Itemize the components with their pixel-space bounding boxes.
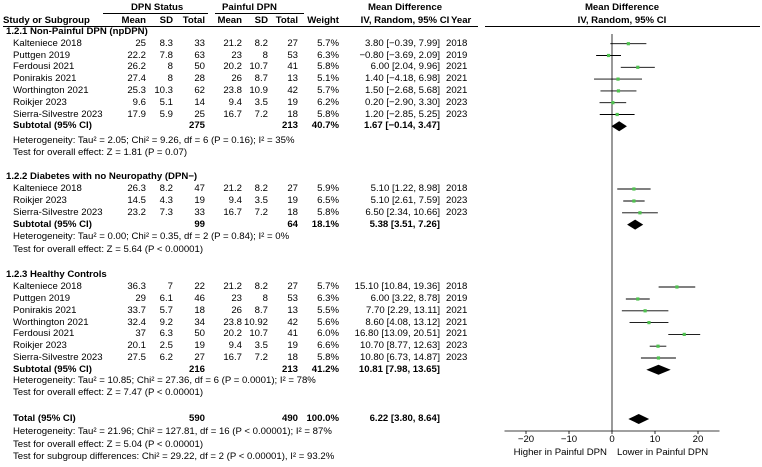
study-total-2: 18 xyxy=(287,108,298,120)
study-name: Worthington 2021 xyxy=(13,84,89,96)
study-sd-2: 8.2 xyxy=(254,183,268,194)
study-sd-1: 5.7 xyxy=(159,304,173,316)
study-mean-2: 20.2 xyxy=(223,328,242,340)
study-name: Kalteniece 2018 xyxy=(13,37,82,49)
study-sd-2: 8 xyxy=(262,49,268,61)
study-mean-2: 26 xyxy=(231,304,242,316)
study-sd-1: 10.3 xyxy=(154,84,173,96)
study-mean-2: 26 xyxy=(231,73,242,85)
study-name: Ferdousi 2021 xyxy=(13,328,75,340)
study-weight: 5.7% xyxy=(317,281,339,292)
study-total-2: 53 xyxy=(287,49,298,61)
study-mean-2: 21.2 xyxy=(223,183,242,194)
study-sd-2: 10.92 xyxy=(243,316,268,328)
subgroup-differences-test: Test for subgroup differences: Chi² = 29.22, df = 2 (P < 0.00001), I² = 93.2% xyxy=(13,451,335,462)
study-sd-1: 4.3 xyxy=(159,195,173,206)
study-sd-2: 7.2 xyxy=(254,352,268,363)
pooled-diamond xyxy=(627,220,643,230)
study-year: 2021 xyxy=(446,84,468,96)
study-point-estimate xyxy=(617,89,620,92)
study-point-estimate xyxy=(607,54,610,57)
study-sd-1: 7.8 xyxy=(159,49,173,61)
study-weight: 6.3% xyxy=(317,49,339,61)
study-name: Roikjer 2023 xyxy=(13,96,67,108)
study-mean-1: 29 xyxy=(135,293,146,304)
subgroup-overall-test: Test for overall effect: Z = 1.81 (P = 0.07) xyxy=(13,147,188,158)
study-mean-1: 26.2 xyxy=(127,61,146,73)
study-ci-text: 7.70 [2.29, 13.11] xyxy=(366,304,440,316)
plot-header-title: Mean Difference xyxy=(584,2,660,13)
study-name: Roikjer 2023 xyxy=(13,340,67,352)
study-ci-text: 5.10 [1.22, 8.98] xyxy=(370,183,440,194)
study-mean-2: 23.8 xyxy=(223,84,242,96)
subgroup-heterogeneity: Heterogeneity: Tau² = 0.00; Chi² = 0.35, df = 2 (P = 0.84); I² = 0% xyxy=(13,231,290,242)
study-point-estimate xyxy=(616,78,619,81)
study-total-2: 53 xyxy=(287,293,298,304)
study-total-1: 14 xyxy=(194,96,205,108)
study-weight: 5.9% xyxy=(317,183,339,194)
col-header-sd-1: SD xyxy=(159,15,173,26)
study-total-1: 47 xyxy=(194,183,205,194)
study-weight: 5.1% xyxy=(317,73,339,85)
study-ci-text: 0.20 [−2.90, 3.30] xyxy=(365,96,440,108)
x-axis-tick-label: −20 xyxy=(517,434,535,445)
study-mean-1: 27.4 xyxy=(127,73,146,85)
study-mean-1: 33.7 xyxy=(127,304,146,316)
study-total-2: 19 xyxy=(287,96,298,108)
study-total-1: 28 xyxy=(194,73,205,85)
study-point-estimate xyxy=(683,333,686,336)
study-name: Kalteniece 2018 xyxy=(13,281,82,292)
study-sd-2: 8.2 xyxy=(254,281,268,292)
study-point-estimate xyxy=(611,101,614,104)
x-axis-right-label: Lower in Painful DPN xyxy=(617,447,709,458)
total-label: Total (95% CI) xyxy=(13,413,76,424)
header-rule-plot xyxy=(485,26,760,27)
study-year: 2021 xyxy=(446,304,468,316)
study-ci-text: 5.10 [2.61, 7.59] xyxy=(370,195,440,206)
study-mean-2: 23 xyxy=(231,293,242,304)
study-weight: 6.5% xyxy=(317,195,339,206)
study-total-2: 19 xyxy=(287,340,298,352)
study-year: 2019 xyxy=(446,49,468,61)
study-year: 2023 xyxy=(446,195,468,206)
study-name: Ferdousi 2021 xyxy=(13,61,75,73)
total-overall-test: Test for overall effect: Z = 5.04 (P < 0.00001) xyxy=(13,438,204,450)
study-weight: 5.7% xyxy=(317,84,339,96)
x-axis-left-label: Higher in Painful DPN xyxy=(513,447,607,458)
study-total-2: 19 xyxy=(287,195,298,206)
study-sd-1: 8 xyxy=(167,61,173,73)
study-total-1: 63 xyxy=(194,49,205,61)
study-mean-1: 32.4 xyxy=(127,316,146,328)
study-total-2: 13 xyxy=(287,304,298,316)
col-header-mean-1: Mean xyxy=(121,15,146,26)
study-sd-1: 6.3 xyxy=(159,328,173,340)
study-weight: 5.8% xyxy=(317,206,339,218)
study-point-estimate xyxy=(616,113,619,116)
study-sd-1: 6.1 xyxy=(159,293,173,304)
study-total-2: 41 xyxy=(287,328,298,340)
study-weight: 6.3% xyxy=(317,293,339,304)
study-mean-2: 23.8 xyxy=(223,316,242,328)
study-mean-1: 37 xyxy=(135,328,146,340)
study-mean-1: 14.5 xyxy=(127,195,146,206)
study-ci-text: 16.80 [13.09, 20.51] xyxy=(354,328,440,340)
study-weight: 6.2% xyxy=(317,96,339,108)
study-sd-2: 7.2 xyxy=(254,206,268,218)
study-point-estimate xyxy=(656,345,659,348)
total-total-2: 490 xyxy=(281,413,298,424)
study-ci-text: 10.70 [8.77, 12.63] xyxy=(359,340,440,352)
study-total-1: 62 xyxy=(194,84,205,96)
subtotal-label: Subtotal (95% CI) xyxy=(13,363,92,375)
study-point-estimate xyxy=(647,321,650,324)
subtotal-ci-text: 1.67 [−0.14, 3.47] xyxy=(363,120,440,132)
study-ci-text: 6.00 [2.04, 9.96] xyxy=(370,61,440,73)
study-sd-2: 8 xyxy=(262,293,268,304)
study-mean-1: 25.3 xyxy=(127,84,146,96)
study-total-1: 46 xyxy=(194,293,205,304)
col-header-total-2: Total xyxy=(275,15,298,26)
col-header-mean-2: Mean xyxy=(217,15,242,26)
study-weight: 5.8% xyxy=(317,352,339,363)
study-year: 2021 xyxy=(446,316,468,328)
x-axis-tick-label: 10 xyxy=(649,434,661,445)
study-sd-1: 7.3 xyxy=(159,206,173,218)
study-weight: 5.7% xyxy=(317,37,339,49)
study-point-estimate xyxy=(627,42,630,45)
subgroup-overall-test: Test for overall effect: Z = 5.64 (P < 0.00001) xyxy=(13,244,204,255)
col-header-year: Year xyxy=(451,15,472,26)
subtotal-total-1: 216 xyxy=(188,363,205,375)
plot-header-sub: IV, Random, 95% CI xyxy=(577,15,667,26)
study-sd-1: 8.3 xyxy=(159,37,173,49)
study-mean-1: 27.5 xyxy=(127,352,146,363)
study-point-estimate xyxy=(632,187,635,190)
subtotal-ci-text: 10.81 [7.98, 13.65] xyxy=(358,363,440,375)
study-year: 2023 xyxy=(446,352,468,363)
subtotal-total-1: 275 xyxy=(188,120,205,132)
study-sd-1: 8.2 xyxy=(159,183,173,194)
pooled-diamond xyxy=(611,121,627,131)
study-year: 2023 xyxy=(446,96,468,108)
study-year: 2019 xyxy=(446,293,468,304)
study-total-1: 19 xyxy=(194,340,205,352)
study-point-estimate xyxy=(644,309,647,312)
study-total-1: 33 xyxy=(194,206,205,218)
study-total-2: 27 xyxy=(287,37,298,49)
col-header-md-sub: IV, Random, 95% CI xyxy=(360,15,450,26)
study-sd-2: 3.5 xyxy=(254,195,268,206)
study-name: Sierra-Silvestre 2023 xyxy=(13,108,103,120)
subtotal-weight: 18.1% xyxy=(311,218,339,230)
study-ci-text: 6.50 [2.34, 10.66] xyxy=(365,206,440,218)
study-mean-2: 21.2 xyxy=(223,281,242,292)
study-year: 2021 xyxy=(446,61,468,73)
study-year: 2018 xyxy=(446,281,468,292)
study-point-estimate xyxy=(632,199,635,202)
study-sd-2: 8.2 xyxy=(254,37,268,49)
study-mean-2: 16.7 xyxy=(223,206,242,218)
subtotal-label: Subtotal (95% CI) xyxy=(13,218,92,230)
study-name: Ponirakis 2021 xyxy=(13,304,77,316)
study-name: Kalteniece 2018 xyxy=(13,183,82,194)
study-sd-2: 7.2 xyxy=(254,108,268,120)
study-mean-2: 16.7 xyxy=(223,352,242,363)
study-sd-1: 7 xyxy=(167,281,173,292)
study-total-2: 13 xyxy=(287,73,298,85)
subtotal-ci-text: 5.38 [3.51, 7.26] xyxy=(369,218,440,230)
study-name: Roikjer 2023 xyxy=(13,195,67,206)
study-name: Sierra-Silvestre 2023 xyxy=(13,206,103,218)
total-ci-text: 6.22 [3.80, 8.64] xyxy=(369,413,440,424)
study-mean-2: 16.7 xyxy=(223,108,242,120)
study-year: 2018 xyxy=(446,37,468,49)
pooled-diamond xyxy=(628,414,649,424)
subgroup-overall-test: Test for overall effect: Z = 7.47 (P < 0.00001) xyxy=(13,387,204,398)
study-sd-1: 9.2 xyxy=(159,316,173,328)
study-ci-text: 1.20 [−2.85, 5.25] xyxy=(365,108,440,120)
study-weight: 5.6% xyxy=(317,316,339,328)
study-mean-1: 36.3 xyxy=(127,281,146,292)
study-sd-2: 10.7 xyxy=(249,61,268,73)
x-axis-tick-label: 20 xyxy=(692,434,704,445)
study-ci-text: −0.80 [−3.69, 2.09] xyxy=(359,49,440,61)
study-mean-1: 9.6 xyxy=(132,96,146,108)
subtotal-label: Subtotal (95% CI) xyxy=(13,120,92,132)
subgroup-title: 1.2.3 Healthy Controls xyxy=(6,269,107,280)
study-name: Puttgen 2019 xyxy=(13,293,71,304)
study-point-estimate xyxy=(675,285,678,288)
study-total-1: 22 xyxy=(194,281,205,292)
study-sd-2: 10.9 xyxy=(249,84,268,96)
study-ci-text: 1.50 [−2.68, 5.68] xyxy=(365,84,440,96)
subgroup-heterogeneity: Heterogeneity: Tau² = 10.85; Chi² = 27.36, df = 6 (P = 0.0001); I² = 78% xyxy=(13,375,316,386)
study-total-2: 27 xyxy=(287,281,298,292)
study-sd-2: 3.5 xyxy=(254,96,268,108)
study-name: Ponirakis 2021 xyxy=(13,73,77,85)
study-sd-2: 8.7 xyxy=(254,304,268,316)
study-total-2: 27 xyxy=(287,183,298,194)
study-sd-1: 6.2 xyxy=(159,352,173,363)
study-total-1: 19 xyxy=(194,195,205,206)
study-total-1: 33 xyxy=(194,37,205,49)
study-weight: 5.5% xyxy=(317,304,339,316)
group-header-dpn-status: DPN Status xyxy=(131,2,184,13)
subgroup-heterogeneity: Heterogeneity: Tau² = 2.05; Chi² = 9.26, df = 6 (P = 0.16); I² = 35% xyxy=(13,135,295,146)
study-year: 2018 xyxy=(446,183,468,194)
study-total-1: 50 xyxy=(194,61,205,73)
col-header-total-1: Total xyxy=(182,15,205,26)
study-mean-1: 22.2 xyxy=(127,49,146,61)
study-mean-2: 9.4 xyxy=(228,96,242,108)
subtotal-total-2: 213 xyxy=(281,120,298,132)
study-total-1: 27 xyxy=(194,352,205,363)
col-header-weight: Weight xyxy=(307,15,339,26)
study-ci-text: 8.60 [4.08, 13.12] xyxy=(365,316,440,328)
study-total-2: 18 xyxy=(287,352,298,363)
study-year: 2023 xyxy=(446,206,468,218)
total-weight: 100.0% xyxy=(306,413,339,424)
subtotal-total-2: 64 xyxy=(287,218,298,230)
study-name: Worthington 2021 xyxy=(13,316,89,328)
study-mean-2: 9.4 xyxy=(228,340,242,352)
study-total-2: 41 xyxy=(287,61,298,73)
study-point-estimate xyxy=(636,66,639,69)
col-header-md-title: Mean Difference xyxy=(367,2,443,13)
study-year: 2023 xyxy=(446,108,468,120)
study-ci-text: 6.00 [3.22, 8.78] xyxy=(370,293,440,304)
subtotal-total-1: 99 xyxy=(194,218,205,230)
total-total-1: 590 xyxy=(188,413,205,424)
study-point-estimate xyxy=(657,356,660,359)
study-weight: 5.8% xyxy=(317,61,339,73)
study-sd-2: 10.7 xyxy=(249,328,268,340)
study-mean-1: 20.1 xyxy=(127,340,146,352)
subtotal-weight: 40.7% xyxy=(311,120,339,132)
study-mean-1: 26.3 xyxy=(127,183,146,194)
study-mean-2: 9.4 xyxy=(228,195,242,206)
study-total-1: 50 xyxy=(194,328,205,340)
study-sd-1: 5.1 xyxy=(159,96,173,108)
study-total-1: 34 xyxy=(194,316,205,328)
study-mean-2: 23 xyxy=(231,49,242,61)
subgroup-title: 1.2.1 Non-Painful DPN (npDPN) xyxy=(6,26,148,37)
subtotal-weight: 41.2% xyxy=(311,363,339,375)
study-sd-1: 8 xyxy=(167,73,173,85)
study-mean-1: 17.9 xyxy=(127,108,146,120)
col-header-sd-2: SD xyxy=(254,15,268,26)
study-mean-2: 20.2 xyxy=(223,61,242,73)
study-total-2: 42 xyxy=(287,84,298,96)
subgroup-title: 1.2.2 Diabetes with no Neuropathy (DPN−) xyxy=(6,171,198,182)
study-ci-text: 3.80 [−0.39, 7.99] xyxy=(365,37,440,49)
group-header-painful-dpn: Painful DPN xyxy=(222,2,277,13)
study-weight: 6.0% xyxy=(317,328,339,340)
study-weight: 5.8% xyxy=(317,108,339,120)
study-ci-text: 15.10 [10.84, 19.36] xyxy=(354,281,440,292)
x-axis-tick-label: −10 xyxy=(560,434,578,445)
study-total-2: 42 xyxy=(287,316,298,328)
pooled-diamond xyxy=(646,365,670,375)
study-total-1: 25 xyxy=(194,108,205,120)
study-ci-text: 1.40 [−4.18, 6.98] xyxy=(365,73,440,85)
group-underline-left xyxy=(103,13,208,14)
study-sd-2: 8.7 xyxy=(254,73,268,85)
study-year: 2021 xyxy=(446,73,468,85)
x-axis-tick-label: 0 xyxy=(609,434,615,445)
col-header-study: Study or Subgroup xyxy=(3,15,90,26)
study-sd-1: 2.5 xyxy=(159,340,173,352)
study-sd-2: 3.5 xyxy=(254,340,268,352)
total-heterogeneity: Heterogeneity: Tau² = 21.96; Chi² = 127.81, df = 16 (P < 0.00001); I² = 87% xyxy=(13,426,332,437)
study-mean-1: 25 xyxy=(135,37,146,49)
study-year: 2023 xyxy=(446,340,468,352)
study-mean-1: 23.2 xyxy=(127,206,146,218)
study-ci-text: 10.80 [6.73, 14.87] xyxy=(359,352,440,363)
study-weight: 6.6% xyxy=(317,340,339,352)
study-total-2: 18 xyxy=(287,206,298,218)
study-total-1: 18 xyxy=(194,304,205,316)
study-name: Puttgen 2019 xyxy=(13,49,71,61)
study-name: Sierra-Silvestre 2023 xyxy=(13,352,103,363)
study-mean-2: 21.2 xyxy=(223,37,242,49)
study-point-estimate xyxy=(638,211,641,214)
study-year: 2021 xyxy=(446,328,468,340)
study-point-estimate xyxy=(636,297,639,300)
subtotal-total-2: 213 xyxy=(281,363,298,375)
study-sd-1: 5.9 xyxy=(159,108,173,120)
